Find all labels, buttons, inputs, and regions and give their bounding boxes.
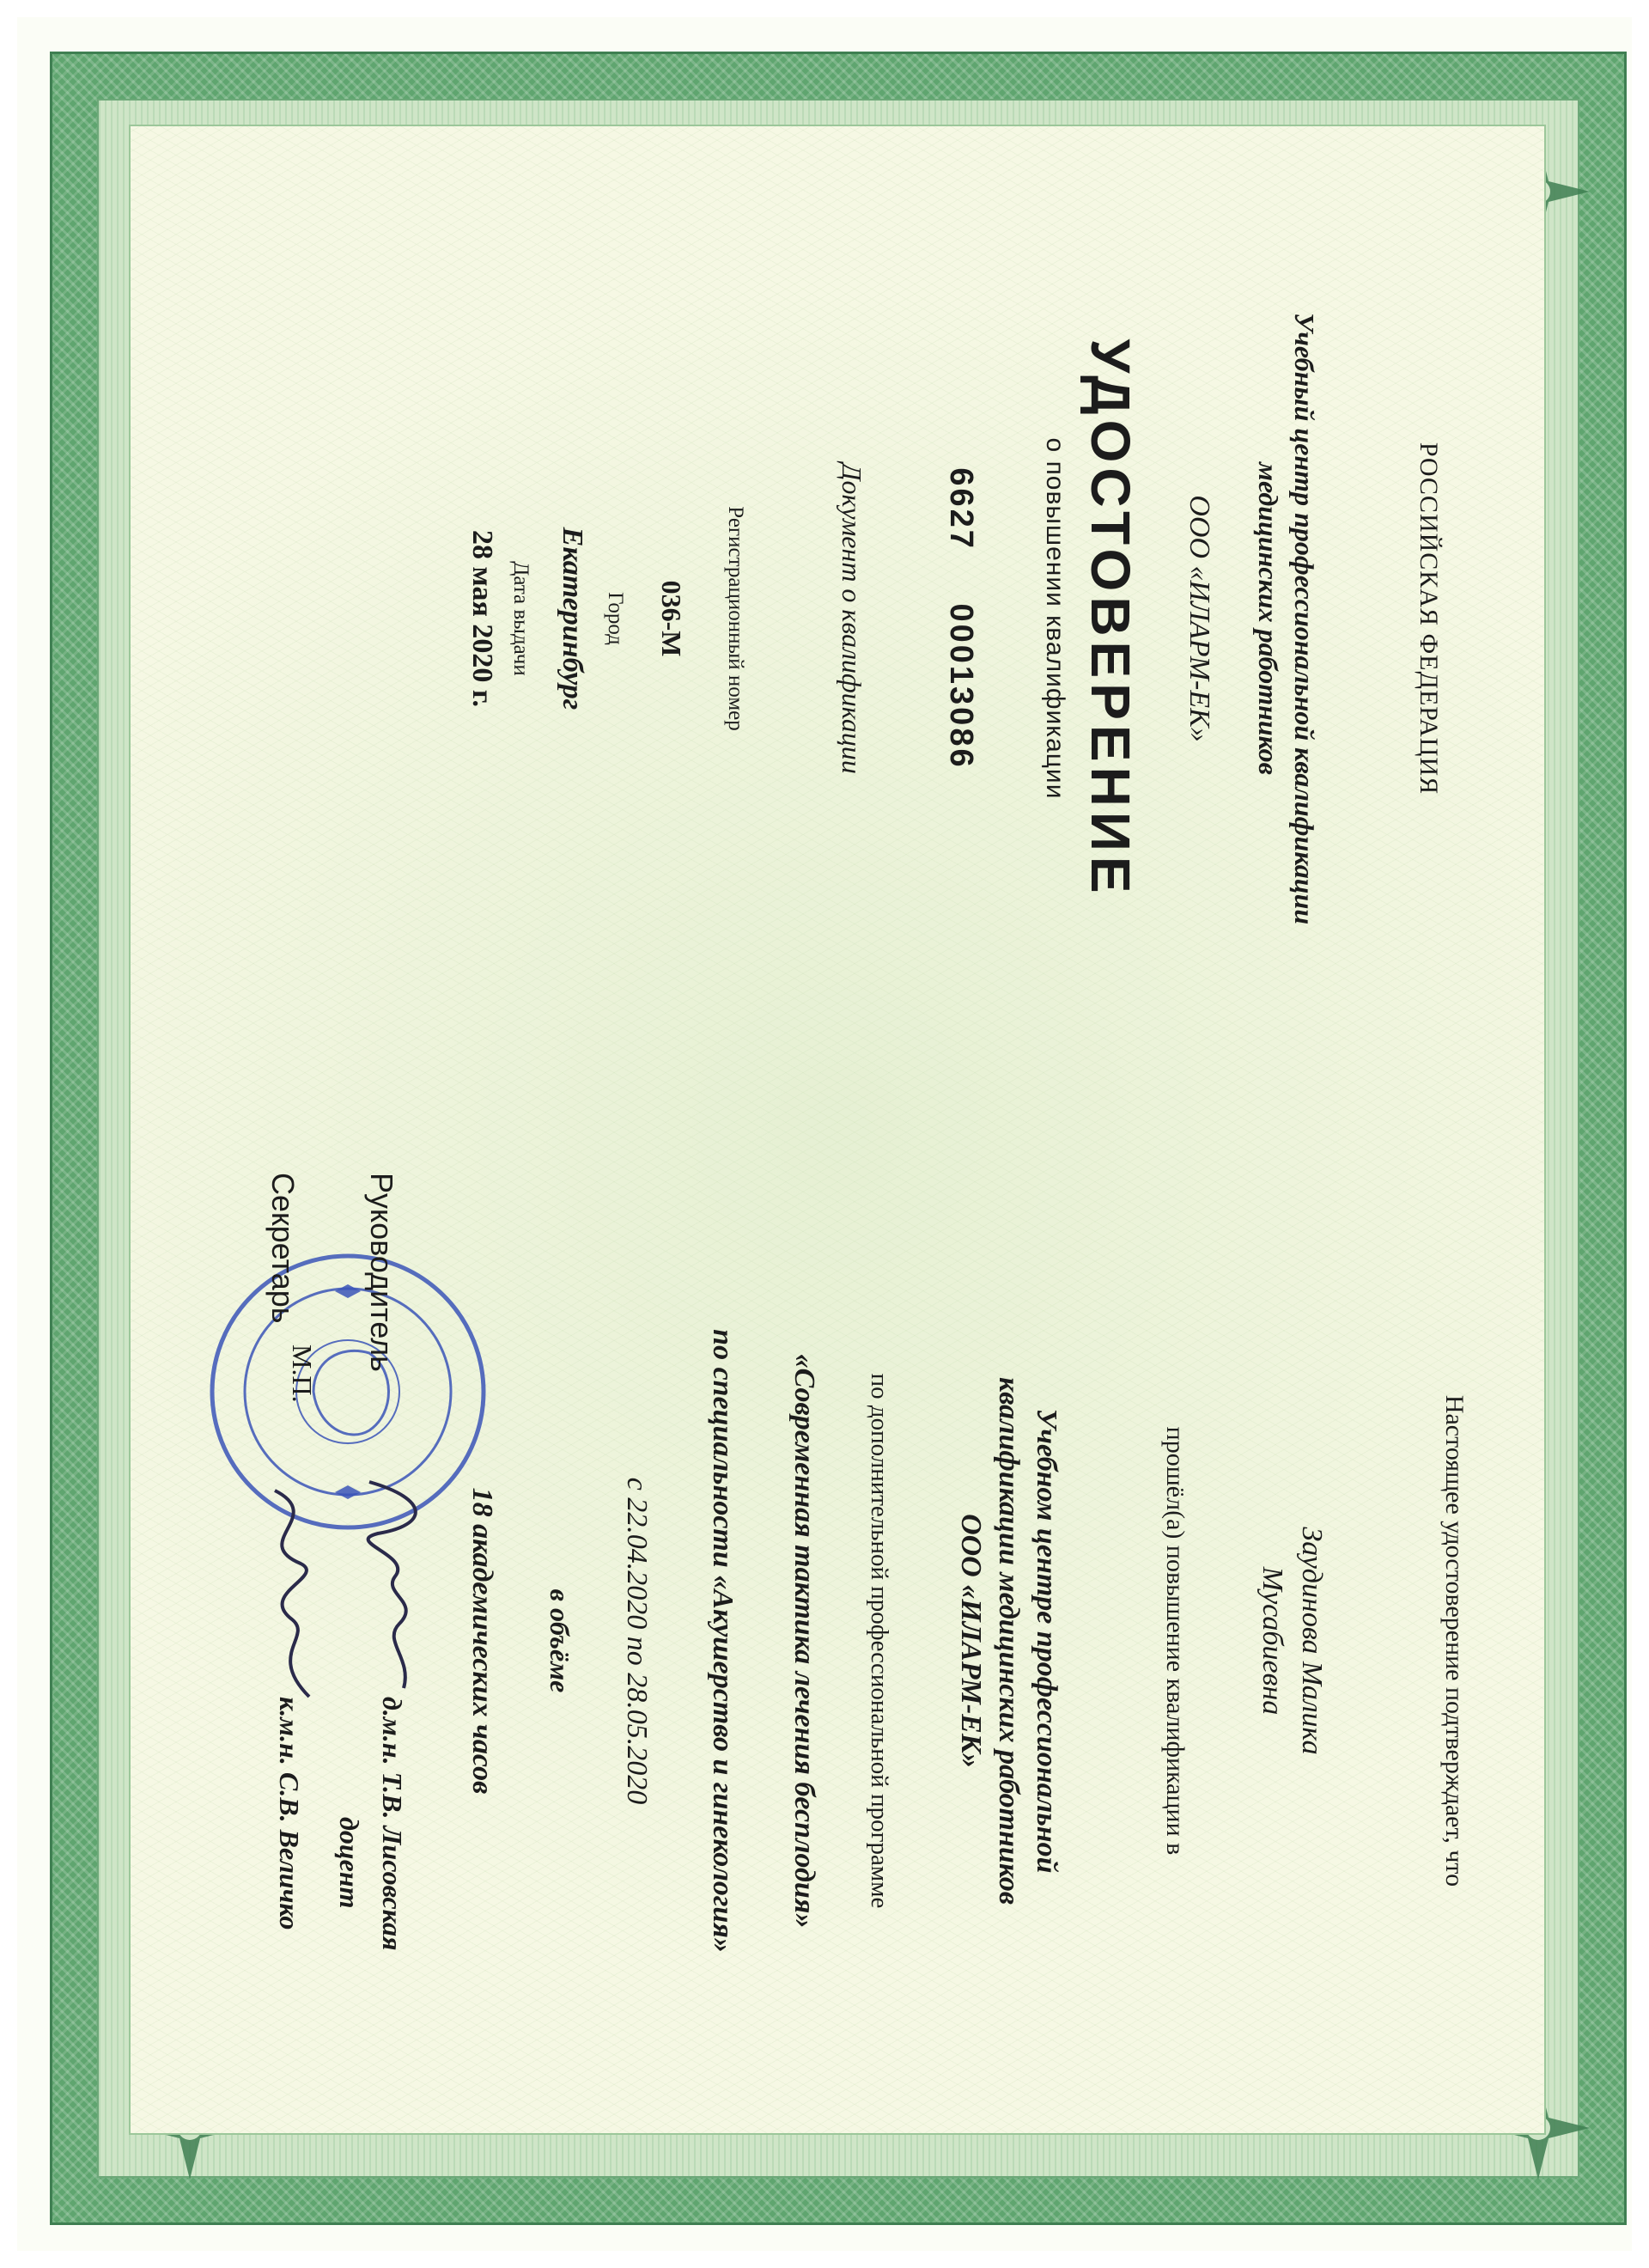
cover-page <box>129 125 1546 1113</box>
confirms-text: Настоящее удостоверение подтверждает, что <box>1440 1394 1469 1887</box>
volume-hours: 18 академических часов <box>466 1487 498 1795</box>
secretary-signature-icon <box>232 1482 344 1705</box>
certification-page <box>129 1147 1546 2135</box>
volume-label: в объёме <box>545 1588 575 1693</box>
issuer-line-1: Учебный центр профессиональной квалификации <box>1289 312 1320 925</box>
registration-number: 036-М <box>656 580 687 657</box>
document-title: УДОСТОВЕРЕНИЕ <box>1080 338 1141 899</box>
document-type: Документ о квалификации <box>837 463 867 774</box>
issue-date-label: Дата выдачи <box>509 561 532 676</box>
document-subtitle: о повышении квалификации <box>1041 437 1069 800</box>
issuer-org: ООО «ИЛАРМ-ЕК» <box>1184 495 1215 742</box>
training-center-line-1: Учебном центре профессиональной <box>1031 1408 1062 1874</box>
stamp-place: М.П. <box>287 1344 318 1403</box>
head-label: Руководитель <box>364 1173 399 1372</box>
issuer-name <box>1250 125 1323 1113</box>
country-name: РОССИЙСКАЯ ФЕДЕРАЦИЯ <box>1415 442 1443 796</box>
head-name: д.м.н. Т.В. Лисовская <box>377 1697 408 1951</box>
holder-name <box>1252 1147 1331 2135</box>
holder-name-line-1: Заудинова Малика <box>1296 1527 1328 1755</box>
document-serial: 00013086 <box>943 603 979 770</box>
registration-label: Регистрационный номер <box>724 506 747 731</box>
program-label: по дополнительной профессиональной программе <box>866 1373 893 1909</box>
document-number <box>942 125 979 1113</box>
specialty: по специальности «Акушерство и гинекология» <box>707 1329 739 1953</box>
training-center-line-3: ООО «ИЛАРМ-ЕК» <box>955 1514 987 1768</box>
city-value: Екатеринбург <box>557 527 588 710</box>
head-degree: доцент <box>334 1817 365 1909</box>
issue-date: 28 мая 2020 г. <box>466 530 498 707</box>
issuer-line-2: медицинских работников <box>1253 462 1284 775</box>
passed-text: прошёл(а) повышение квалификации в <box>1161 1426 1190 1856</box>
training-center-line-2: квалификации медицинских работников <box>993 1376 1025 1905</box>
training-center <box>952 1147 1065 2135</box>
document-series: 6627 <box>943 467 979 551</box>
secretary-label: Секретарь <box>265 1173 301 1324</box>
city-label: Город <box>604 592 627 645</box>
holder-name-line-2: Мусабиевна <box>1257 1566 1288 1716</box>
study-period: с 22.04.2020 по 28.05.2020 <box>621 1477 653 1805</box>
secretary-name: к.м.н. С.В. Величко <box>274 1697 305 1930</box>
certificate-content <box>129 125 1546 2135</box>
head-signature-icon <box>335 1473 447 1697</box>
program-name: «Современная тактика лечения бесплодия» <box>788 1353 820 1929</box>
